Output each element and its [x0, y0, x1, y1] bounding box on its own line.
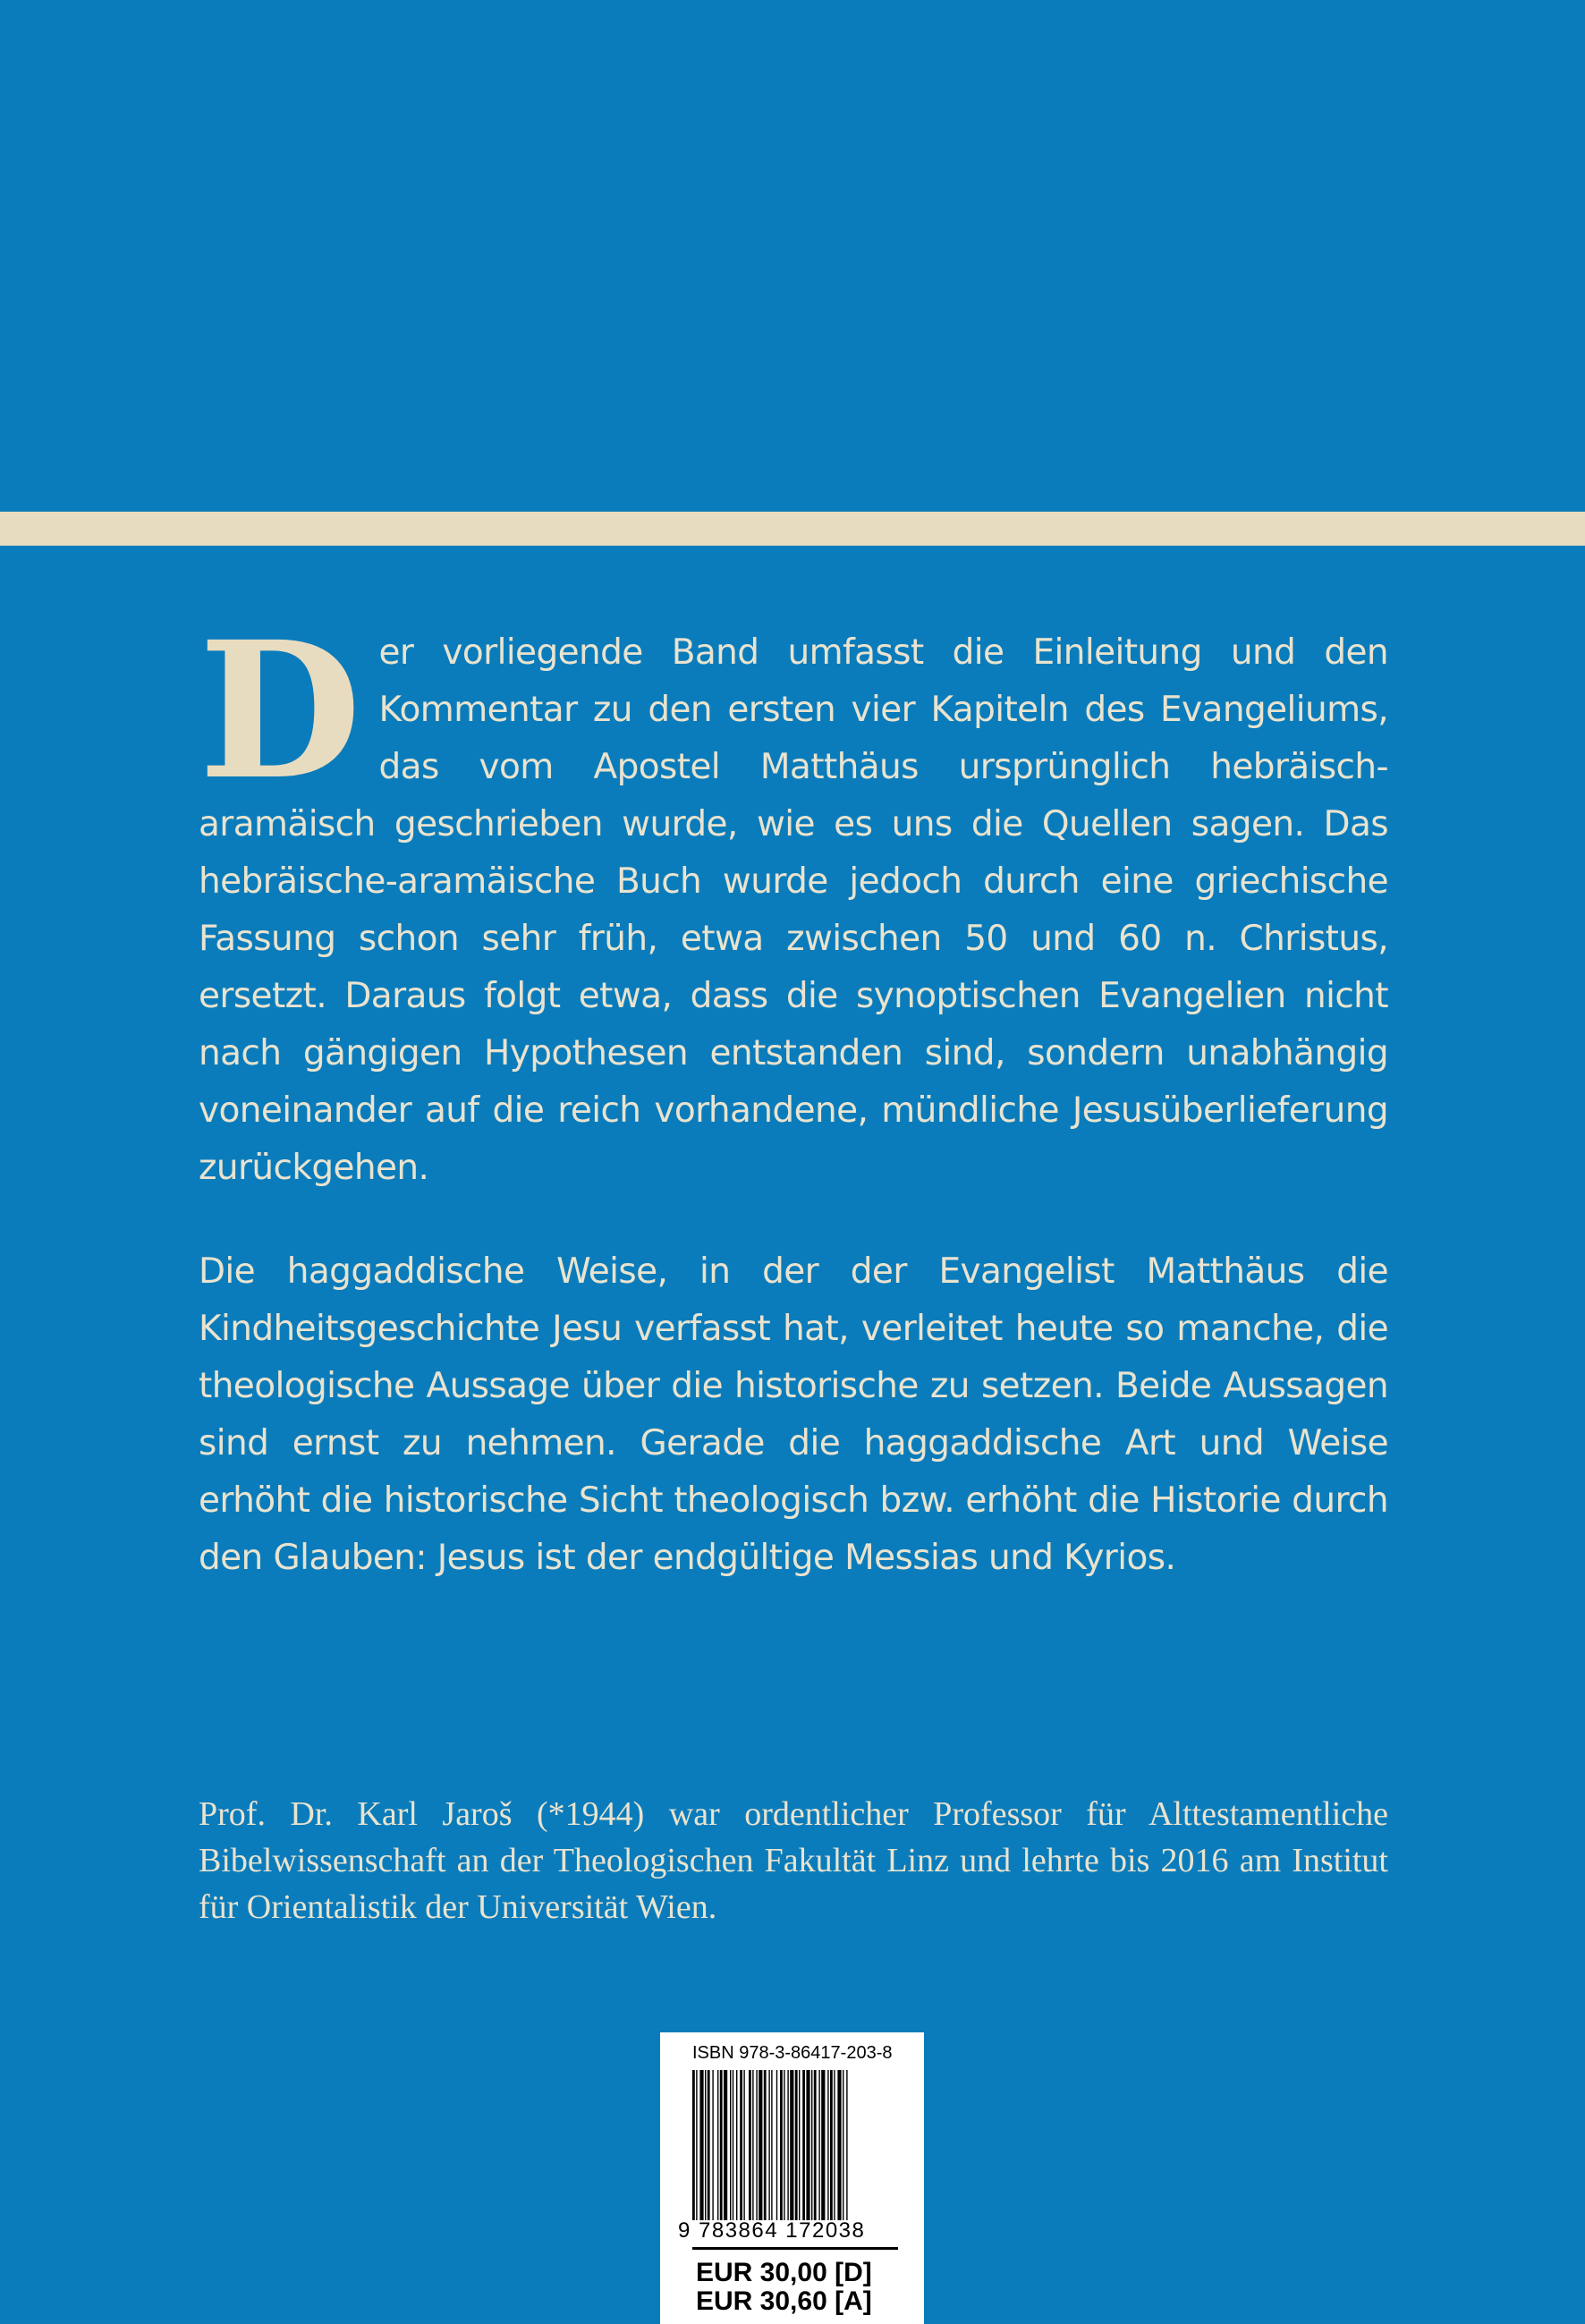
barcode-bars	[692, 2070, 896, 2220]
barcode-bar	[827, 2070, 828, 2220]
barcode-bar	[696, 2070, 697, 2220]
barcode-bar	[837, 2070, 841, 2220]
barcode-bar	[787, 2070, 788, 2220]
barcode-bar	[749, 2070, 751, 2220]
barcode-bar	[717, 2070, 718, 2220]
barcode-bar	[764, 2070, 767, 2220]
barcode-bar	[724, 2070, 727, 2220]
barcode-bar	[834, 2070, 835, 2220]
barcode-bar	[790, 2070, 793, 2220]
barcode-bar	[708, 2070, 710, 2220]
barcode-bar	[811, 2070, 812, 2220]
barcode-bar	[799, 2070, 800, 2220]
barcode-bar	[730, 2070, 731, 2220]
barcode-bar	[821, 2070, 825, 2220]
blurb-paragraph-1-text: er vorliegende Band umfasst die Einleitung und den Kommentar zu den ersten vier Kapiteln des Evangeliums, das vom Apostel Matthäus ursprünglich hebräisch-aramäisch geschrieben wurde, wie es uns die Quellen sagen. Das hebräische-aramäische Buch wurde jedoch durch eine griechische Fassung schon sehr früh, etwa zwischen 50 und 60 n. Christus, ersetzt. Daraus folgt etwa, dass die synoptischen Evangelien nicht nach gängigen Hypothesen entstanden sind, sondern unabhängig voneinander auf die reich vorhandene, mündliche Jesusüberlieferung zurückgehen.	[199, 632, 1388, 1188]
barcode-bar	[752, 2070, 753, 2220]
barcode-bar	[712, 2070, 713, 2220]
ean-digits: 9 783864 172038	[678, 2218, 866, 2243]
barcode-bar	[830, 2070, 833, 2220]
barcode-bar	[771, 2070, 772, 2220]
barcode-bar	[806, 2070, 809, 2220]
barcode-bar	[699, 2070, 703, 2220]
barcode-bar	[780, 2070, 783, 2220]
barcode-bar	[720, 2070, 723, 2220]
blurb-paragraph-2: Die haggaddische Weise, in der der Evangelist Matthäus die Kindheitsgeschichte Jesu verfasst hat, verleitet heute so manche, die theologische Aussage über die historische zu setzen. Beide Aussagen sind ernst zu nehmen. Gerade die haggaddische Art und Weise erhöht die historische Sicht theologisch bzw. erhöht die Historie durch den Glauben: Jesus ist der endgültige Messias und Kyrios.	[199, 1251, 1388, 1578]
blurb-paragraph-1	[199, 600, 1388, 1197]
barcode-bar	[818, 2070, 819, 2220]
barcode-bar	[768, 2070, 769, 2220]
barcode-bar	[736, 2070, 737, 2220]
barcode-bar	[740, 2070, 742, 2220]
barcode-bar	[776, 2070, 777, 2220]
barcode-bar	[692, 2070, 695, 2220]
barcode-bar	[743, 2070, 744, 2220]
barcode-bar	[795, 2070, 798, 2220]
barcode-bar	[759, 2070, 762, 2220]
barcode-bar	[802, 2070, 805, 2220]
barcode-bar	[705, 2070, 706, 2220]
decorative-band	[0, 512, 1585, 546]
price-germany: EUR 30,00 [D]	[696, 2258, 872, 2287]
blurb-text	[199, 600, 1388, 1587]
barcode-bar	[814, 2070, 817, 2220]
drop-cap: D	[199, 600, 361, 821]
price-austria: EUR 30,60 [A]	[696, 2286, 872, 2316]
author-bio: Prof. Dr. Karl Jaroš (*1944) war ordentlicher Professor für Alttestamentliche Bibelwissenschaft an der Theologischen Fakultät Linz und lehrte bis 2016 am Institut für Orientalistik der Universität Wien.	[199, 1795, 1388, 1926]
price-divider	[692, 2247, 898, 2250]
barcode-box	[660, 2032, 924, 2324]
isbn-label: ISBN 978-3-86417-203-8	[692, 2043, 893, 2063]
barcode-bar	[846, 2070, 847, 2220]
barcode-bar	[756, 2070, 757, 2220]
